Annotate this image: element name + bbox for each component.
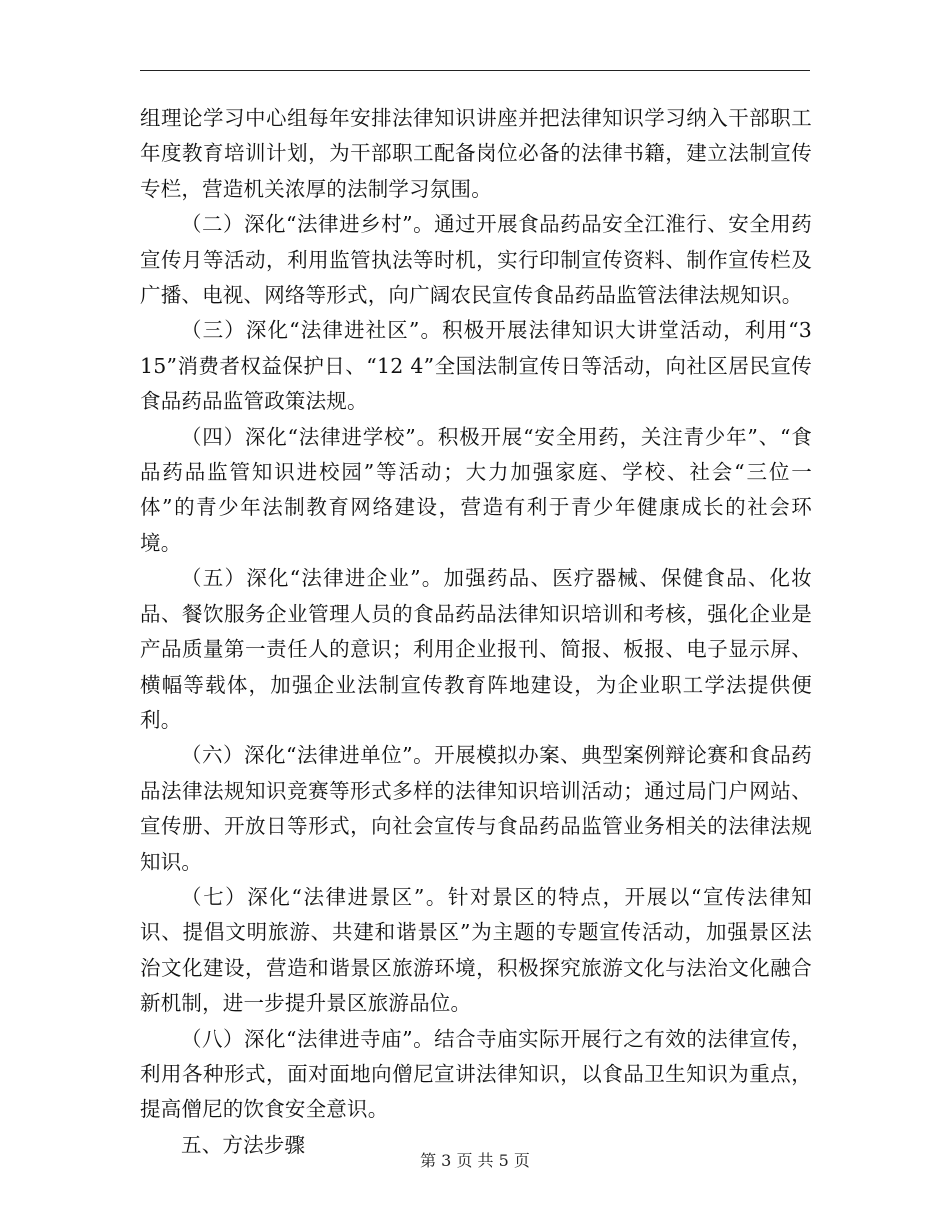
paragraph-2: （二）深化“法律进乡村”。通过开展食品药品安全江淮行、安全用药宣传月等活动，利用监管执法等时机，实行印制宣传资料、制作宣传栏及广播、电视、网络等形式，向广阔农民宣传食品药品监管法律法规知识。 bbox=[140, 212, 812, 308]
paragraph-7: （七）深化“法律进景区”。针对景区的特点，开展以“宣传法律知识、提倡文明旅游、共建和谐景区”为主题的专题宣传活动，加强景区法治文化建设，营造和谐景区旅游环境，积极探究旅游文化与法治文化融合新机制，进一步提升景区旅游品位。 bbox=[140, 884, 812, 1016]
paragraph-5: （五）深化“法律进企业”。加强药品、医疗器械、保健食品、化妆品、餐饮服务企业管理人员的食品药品法律知识培训和考核，强化企业是产品质量第一责任人的意识；利用企业报刊、简报、板报、电子显示屏、横幅等载体，加强企业法制宣传教育阵地建设，为企业职工学法提供便利。 bbox=[140, 566, 812, 732]
page-number-footer: 第 3 页 共 5 页 bbox=[420, 1151, 530, 1170]
paragraph-4: （四）深化“法律进学校”。积极开展“安全用药，关注青少年”、“食品药品监管知识进校园”等活动；大力加强家庭、学校、社会“三位一体”的青少年法制教育网络建设，营造有利于青少年健康成长的社会环境。 bbox=[140, 424, 812, 555]
document-body bbox=[140, 101, 812, 1163]
paragraph-8: （八）深化“法律进寺庙”。结合寺庙实际开展行之有效的法律宣传，利用各种形式，面对面地向僧尼宣讲法律知识，以食品卫生知识为重点，提高僧尼的饮食安全意识。 bbox=[140, 1026, 812, 1122]
paragraph-6: （六）深化“法律进单位”。开展模拟办案、典型案例辩论赛和食品药品法律法规知识竞赛等形式多样的法律知识培训活动；通过局门户网站、宣传册、开放日等形式，向社会宣传与食品药品监管业务相关的法律法规知识。 bbox=[140, 743, 812, 874]
paragraph-1: 组理论学习中心组每年安排法律知识讲座并把法律知识学习纳入干部职工年度教育培训计划，为干部职工配备岗位必备的法律书籍，建立法制宣传专栏，营造机关浓厚的法制学习氛围。 bbox=[140, 106, 812, 201]
header-rule bbox=[140, 70, 810, 71]
paragraph-3: （三）深化“法律进社区”。积极开展法律知识大讲堂活动，利用“3 15”消费者权益保护日、“12 4”全国法制宣传日等活动，向社区居民宣传食品药品监管政策法规。 bbox=[140, 318, 812, 414]
section-heading: 五、方法步骤 bbox=[181, 1132, 306, 1157]
